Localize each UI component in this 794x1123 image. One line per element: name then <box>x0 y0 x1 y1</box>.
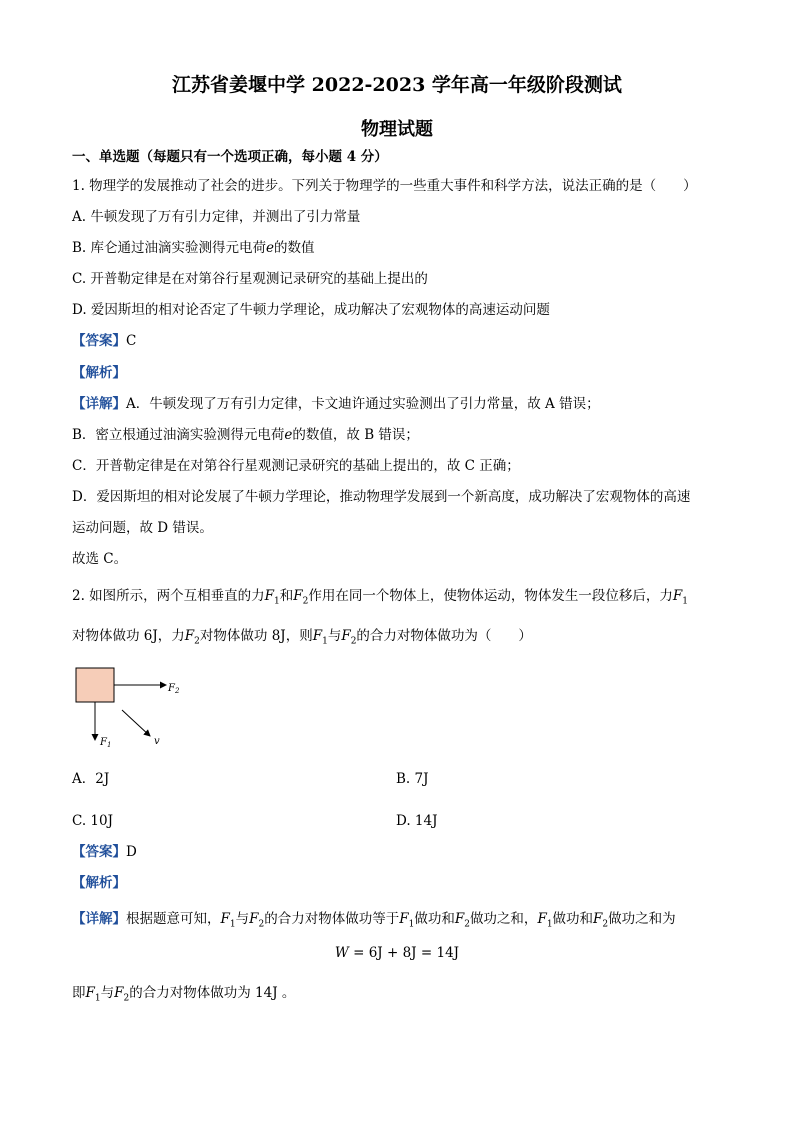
section-heading: 一、单选题（每题只有一个选项正确，每小题 4 分） <box>72 149 388 165</box>
label-f1: $F_1$ <box>100 737 112 749</box>
velocity-arrow <box>122 710 150 736</box>
object-block <box>76 668 114 702</box>
q1-conclusion: 故选 C。 <box>72 551 128 567</box>
q1-analysis-label: 【解析】 <box>72 365 126 381</box>
q1-stem: 1. 物理学的发展推动了社会的进步。下列关于物理学的一些重大事件和科学方法，说法正确的是（ ） <box>72 178 697 194</box>
q2-option-d: D. 14J <box>396 813 438 829</box>
q2-stem-line1: 2. 如图所示，两个互相垂直的力$F_1$和$F_2$作用在同一个物体上，使物体运动，物体发生一段位移后，力$F_1$ <box>72 588 688 607</box>
q2-detail: 【详解】根据题意可知，$F_1$与$F_2$的合力对物体做功等于$F_1$做功和$F_2$做功之和，$F_1$做功和$F_2$做功之和为 <box>72 911 676 930</box>
q1-detail-d: D．爱因斯坦的相对论发展了牛顿力学理论，推动物理学发展到一个新高度，成功解决了宏观物体的高速 <box>72 489 691 505</box>
q2-stem-line2: 对物体做功 6J，力$F_2$对物体做功 8J，则$F_1$与$F_2$的合力对物体做功为（ ） <box>72 628 532 647</box>
q2-answer: 【答案】D <box>72 844 137 860</box>
exam-subtitle: 物理试题 <box>361 119 433 140</box>
label-v: v <box>154 736 160 747</box>
force-diagram <box>72 662 192 752</box>
q1-answer: 【答案】C <box>72 333 137 349</box>
q2-equation: W = 6J + 8J = 14J <box>334 945 460 961</box>
q1-detail-a: 【详解】A．牛顿发现了万有引力定律，卡文迪许通过实验测出了引力常量，故 A 错误； <box>72 396 600 412</box>
q2-conclusion: 即$F_1$与$F_2$的合力对物体做功为 14J 。 <box>72 985 296 1004</box>
q1-option-d: D. 爱因斯坦的相对论否定了牛顿力学理论，成功解决了宏观物体的高速运动问题 <box>72 302 550 318</box>
q1-option-a: A. 牛顿发现了万有引力定律，并测出了引力常量 <box>72 209 361 225</box>
q2-option-b: B. 7J <box>396 771 429 787</box>
q2-analysis-label: 【解析】 <box>72 875 126 891</box>
q1-detail-c: C．开普勒定律是在对第谷行星观测记录研究的基础上提出的，故 C 正确； <box>72 458 520 474</box>
q1-detail-b: B．密立根通过油滴实验测得元电荷e的数值，故 B 错误； <box>72 427 419 443</box>
q1-option-b: B. 库仑通过油滴实验测得元电荷e的数值 <box>72 240 315 256</box>
q1-detail-d-cont: 运动问题，故 D 错误。 <box>72 520 213 536</box>
label-f2: $F_2$ <box>168 683 180 695</box>
exam-title: 江苏省姜堰中学 2022-2023 学年高一年级阶段测试 <box>172 74 622 96</box>
q2-option-a: A．2J <box>72 771 110 787</box>
q1-option-c: C. 开普勒定律是在对第谷行星观测记录研究的基础上提出的 <box>72 271 428 287</box>
q2-option-c: C. 10J <box>72 813 114 829</box>
